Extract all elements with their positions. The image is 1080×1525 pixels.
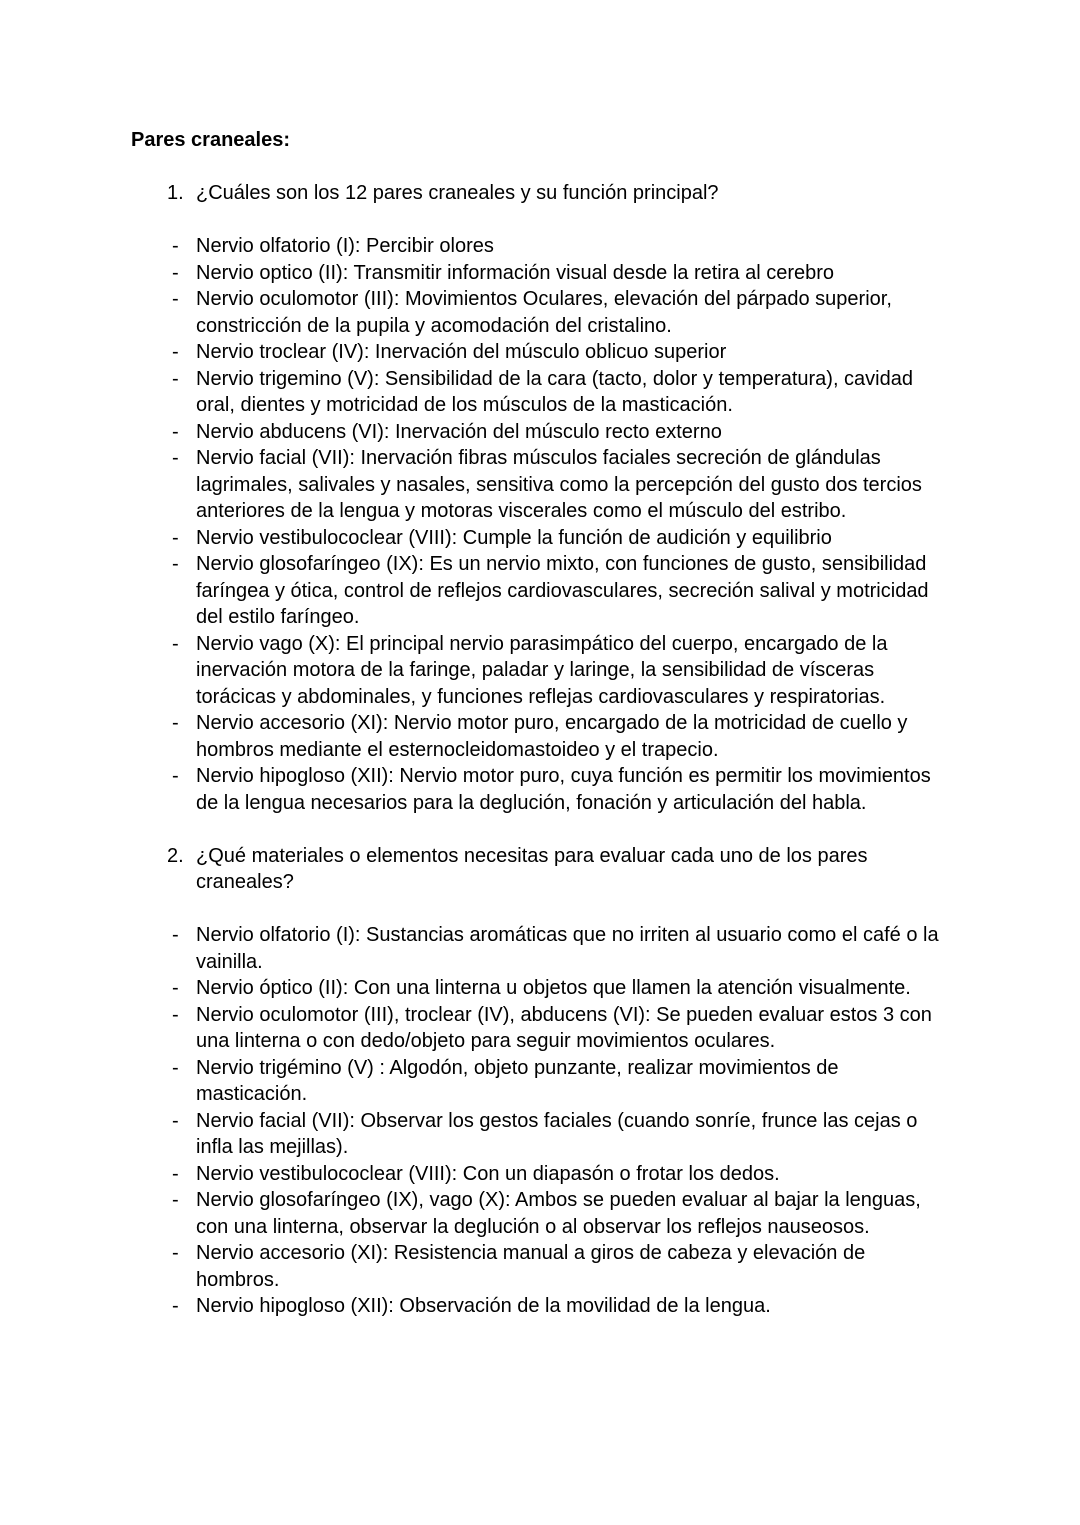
list-item	[131, 525, 942, 552]
list-item-text: Nervio vestibulococlear (VIII): Cumple la función de audición y equilibrio	[196, 526, 832, 549]
question-1	[131, 180, 942, 207]
list-item	[131, 260, 942, 287]
list-item-text: Nervio trigemino (V): Sensibilidad de la cara (tacto, dolor y temperatura), cavidad oral, dientes y motricidad de los músculos de la masticación.	[196, 367, 913, 416]
list-item	[131, 286, 942, 339]
list-item-text: Nervio facial (VII): Observar los gestos faciales (cuando sonríe, frunce las cejas o infla las mejillas).	[196, 1109, 918, 1158]
list-item-text: Nervio vestibulococlear (VIII): Con un diapasón o frotar los dedos.	[196, 1162, 780, 1185]
dash-bullet: -	[172, 1189, 179, 1211]
question-2	[131, 843, 942, 896]
dash-bullet: -	[172, 1295, 179, 1317]
list-item-text: Nervio facial (VII): Inervación fibras músculos faciales secreción de glándulas lagrimales, salivales y nasales, sensitiva como la percepción del gusto dos tercios anteriores de la lengua y motoras viscerales como el músculo del estribo.	[196, 447, 922, 522]
list-item-text: Nervio glosofaríngeo (IX): Es un nervio mixto, con funciones de gusto, sensibilidad faríngea y ótica, control de reflejos cardiovasculares, secreción salival y motricidad del estilo faríngeo.	[196, 553, 929, 628]
list-item-text: Nervio olfatorio (I): Sustancias aromáticas que no irriten al usuario como el café o la vainilla.	[196, 924, 939, 973]
dash-bullet: -	[172, 288, 179, 310]
question-1-answer-list	[131, 233, 942, 816]
question-1-number: 1.	[167, 182, 184, 204]
list-item-text: Nervio oculomotor (III): Movimientos Oculares, elevación del párpado superior, constricción de la pupila y acomodación del cristalino.	[196, 288, 892, 337]
list-item	[131, 1108, 942, 1161]
dash-bullet: -	[172, 341, 179, 363]
list-item-text: Nervio glosofaríngeo (IX), vago (X): Ambos se pueden evaluar al bajar la lenguas, con una linterna, observar la deglución o al observar los reflejos nauseosos.	[196, 1189, 921, 1238]
list-item	[131, 419, 942, 446]
list-item	[131, 1161, 942, 1188]
dash-bullet: -	[172, 924, 179, 946]
document-title: Pares craneales:	[131, 129, 291, 151]
dash-bullet: -	[172, 553, 179, 575]
dash-bullet: -	[172, 1242, 179, 1264]
list-item	[131, 1055, 942, 1108]
list-item-text: Nervio accesorio (XI): Resistencia manual a giros de cabeza y elevación de hombros.	[196, 1242, 866, 1291]
list-item	[131, 710, 942, 763]
list-item-text: Nervio olfatorio (I): Percibir olores	[196, 235, 494, 257]
dash-bullet: -	[172, 447, 179, 469]
dash-bullet: -	[172, 420, 179, 443]
list-item-text: Nervio optico (II): Transmitir información visual desde la retira al cerebro	[196, 261, 835, 284]
dash-bullet: -	[172, 1003, 179, 1026]
dash-bullet: -	[172, 526, 179, 549]
list-item-text: Nervio óptico (II): Con una linterna u objetos que llamen la atención visualmente.	[196, 977, 911, 999]
question-2-number: 2.	[167, 844, 184, 867]
dash-bullet: -	[172, 1056, 179, 1079]
list-item-text: Nervio hipogloso (XII): Nervio motor puro, cuya función es permitir los movimientos de la lengua necesarios para la deglución, fonación y articulación del habla.	[196, 765, 931, 814]
list-item	[131, 339, 942, 366]
question-1-text: ¿Cuáles son los 12 pares craneales y su función principal?	[196, 182, 719, 204]
list-item-text: Nervio abducens (VI): Inervación del músculo recto externo	[196, 420, 722, 443]
dash-bullet: -	[172, 765, 179, 787]
list-item	[131, 763, 942, 816]
list-item	[131, 1293, 942, 1320]
list-item-text: Nervio hipogloso (XII): Observación de la movilidad de la lengua.	[196, 1295, 771, 1317]
dash-bullet: -	[172, 1162, 179, 1185]
list-item	[131, 233, 942, 260]
question-2-answer-list	[131, 922, 942, 1320]
list-item	[131, 445, 942, 525]
dash-bullet: -	[172, 632, 179, 655]
list-item	[131, 1187, 942, 1240]
dash-bullet: -	[172, 235, 179, 257]
question-2-text: ¿Qué materiales o elementos necesitas para evaluar cada uno de los pares craneales?	[196, 844, 868, 893]
list-item-text: Nervio trigémino (V) : Algodón, objeto punzante, realizar movimientos de masticación.	[196, 1056, 839, 1105]
dash-bullet: -	[172, 712, 179, 734]
dash-bullet: -	[172, 1109, 179, 1132]
list-item	[131, 1002, 942, 1055]
list-item-text: Nervio accesorio (XI): Nervio motor puro, encargado de la motricidad de cuello y hombros mediante el esternocleidomastoideo y el trapecio.	[196, 712, 908, 761]
list-item-text: Nervio troclear (IV): Inervación del músculo oblicuo superior	[196, 341, 727, 363]
list-item-text: Nervio oculomotor (III), troclear (IV), abducens (VI): Se pueden evaluar estos 3 con una linterna o con dedo/objeto para seguir movimientos oculares.	[196, 1003, 932, 1052]
dash-bullet: -	[172, 977, 179, 999]
dash-bullet: -	[172, 367, 179, 390]
list-item	[131, 366, 942, 419]
list-item	[131, 1240, 942, 1293]
dash-bullet: -	[172, 261, 179, 284]
list-item	[131, 551, 942, 631]
list-item	[131, 631, 942, 711]
list-item-text: Nervio vago (X): El principal nervio parasimpático del cuerpo, encargado de la inervación motora de la faringe, paladar y laringe, la sensibilidad de vísceras torácicas y abdominales, y funciones reflejas cardiovasculares y respiratorias.	[196, 632, 888, 708]
list-item	[131, 975, 942, 1002]
list-item	[131, 922, 942, 975]
